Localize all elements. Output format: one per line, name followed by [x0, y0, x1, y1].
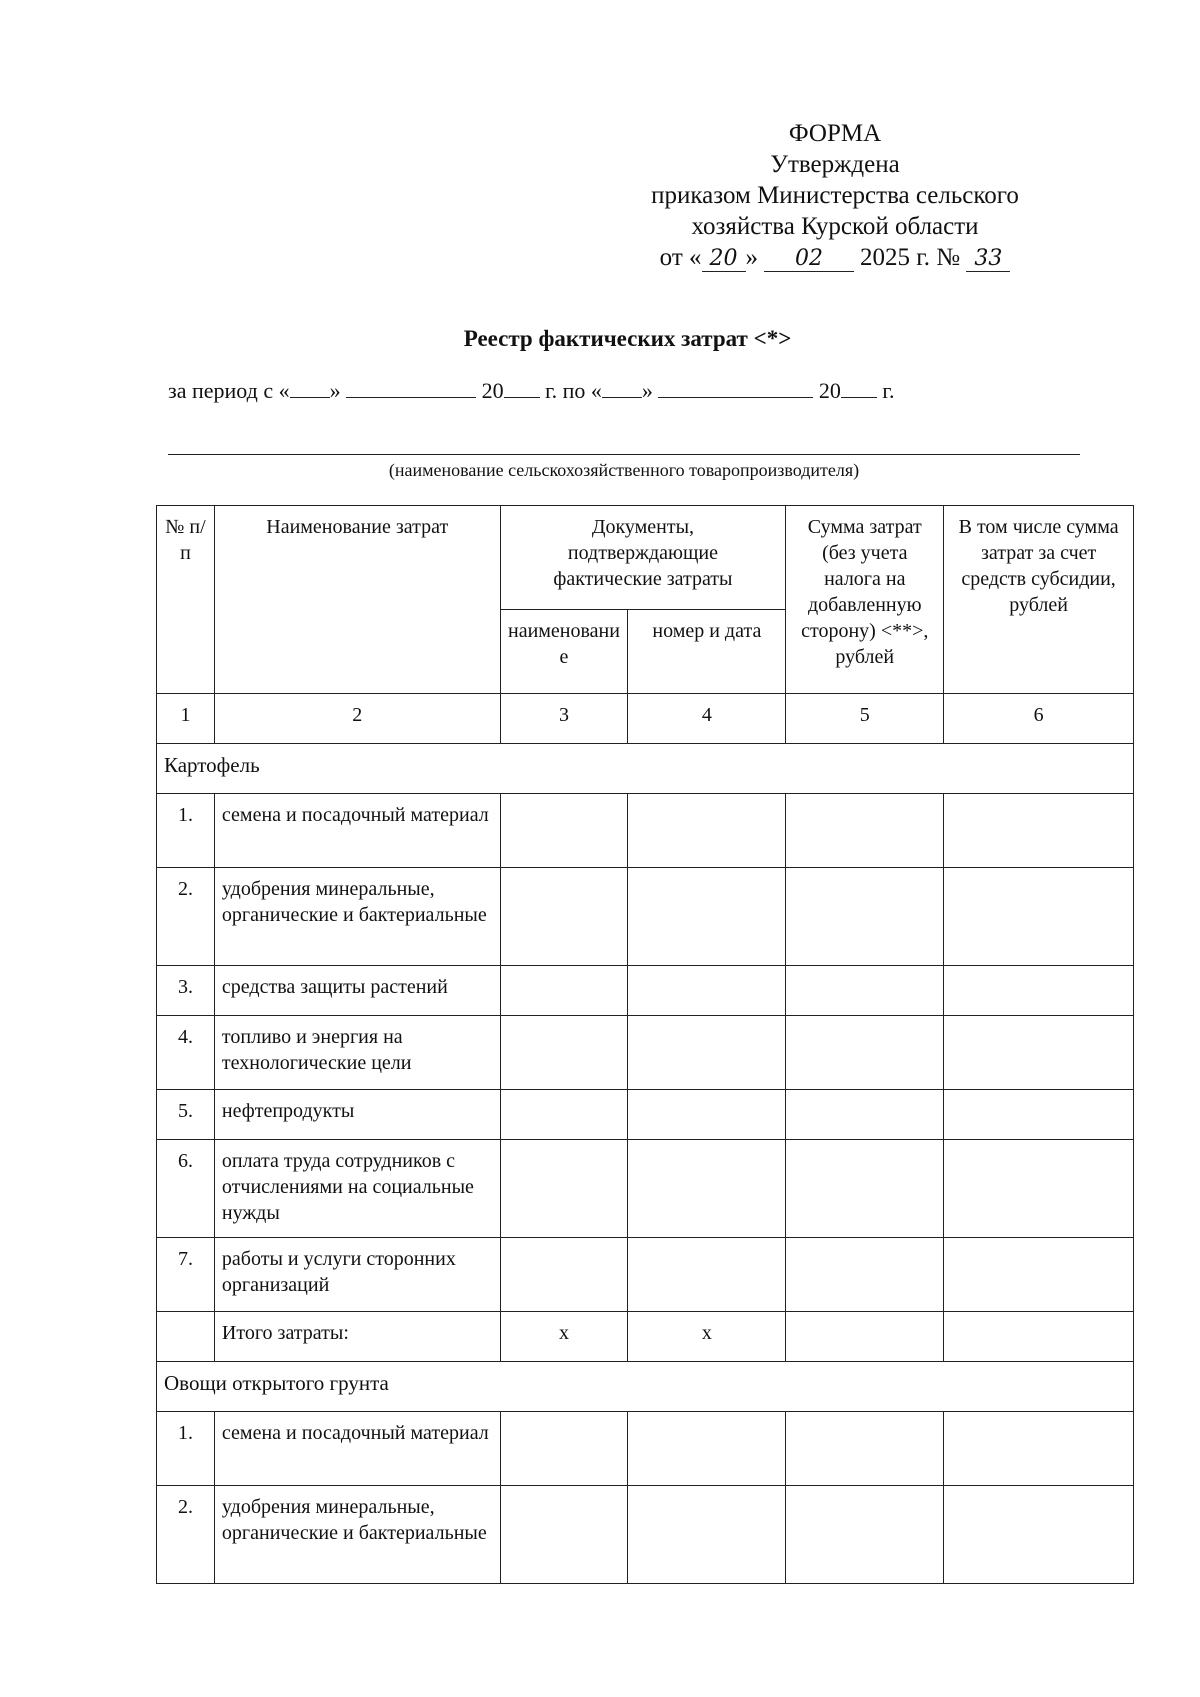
- order-line-1: приказом Министерства сельского: [651, 182, 1019, 209]
- date-prefix: от «: [659, 244, 702, 271]
- subsidy-cell[interactable]: [944, 794, 1134, 868]
- doc-num-date-cell[interactable]: [628, 794, 786, 868]
- table-row: [157, 1016, 1134, 1090]
- row-name: нефтепродукты: [214, 1090, 500, 1140]
- row-name: удобрения минеральные, органические и бактериальные: [214, 868, 500, 966]
- col-number: 3: [500, 694, 628, 744]
- row-name: работы и услуги сторонних организаций: [214, 1238, 500, 1312]
- header-documents: Документы, подтверждающие фактические затраты: [500, 506, 786, 610]
- section-title-potato: Картофель: [157, 744, 1134, 794]
- period-mid: г. по «: [545, 378, 602, 403]
- form-label: ФОРМА: [788, 120, 882, 147]
- row-num: 4.: [157, 1016, 215, 1090]
- producer-caption: (наименование сельскохозяйственного товаропроизводителя): [388, 460, 860, 480]
- total-row: [157, 1312, 1134, 1362]
- sum-cell[interactable]: [786, 1140, 944, 1238]
- sum-cell[interactable]: [786, 1090, 944, 1140]
- period-end: г.: [882, 378, 895, 403]
- doc-num-date-cell[interactable]: [628, 868, 786, 966]
- table-row: [157, 1090, 1134, 1140]
- subsidy-cell[interactable]: [944, 1486, 1134, 1584]
- header-name: Наименование затрат: [214, 506, 500, 694]
- approved-label: Утверждена: [770, 151, 900, 178]
- total-sum-cell[interactable]: [786, 1312, 944, 1362]
- row-name: удобрения минеральные, органические и бактериальные: [214, 1486, 500, 1584]
- row-num: 6.: [157, 1140, 215, 1238]
- year-to-blank: [841, 379, 877, 398]
- approval-header: [600, 118, 1070, 273]
- period-line: [168, 378, 894, 404]
- total-doc-num-date: х: [628, 1312, 786, 1362]
- year-from-blank: [504, 379, 540, 398]
- document-title: Реестр фактических затрат <*>: [463, 326, 792, 351]
- col-number: 6: [944, 694, 1134, 744]
- order-line-2: хозяйства Курской области: [691, 213, 979, 240]
- section-title-vegetables: Овощи открытого грунта: [157, 1362, 1134, 1412]
- cost-register-table: [156, 505, 1134, 1584]
- total-doc-name: х: [500, 1312, 628, 1362]
- table-row: [157, 1412, 1134, 1486]
- subsidy-cell[interactable]: [944, 1412, 1134, 1486]
- table-row: [157, 966, 1134, 1016]
- table-row: [157, 794, 1134, 868]
- doc-name-cell[interactable]: [500, 868, 628, 966]
- row-name: семена и посадочный материал: [214, 794, 500, 868]
- doc-name-cell[interactable]: [500, 1090, 628, 1140]
- row-num: 1.: [157, 1412, 215, 1486]
- row-num: 2.: [157, 868, 215, 966]
- period-quote-1: »: [329, 378, 341, 403]
- doc-num-date-cell[interactable]: [628, 1238, 786, 1312]
- date-year-number-label: 2025 г. №: [860, 244, 961, 271]
- subsidy-cell[interactable]: [944, 1140, 1134, 1238]
- row-name: оплата труда сотрудников с отчислениями на социальные нужды: [214, 1140, 500, 1238]
- row-num: 7.: [157, 1238, 215, 1312]
- header-doc-num-date: номер и дата: [628, 610, 786, 694]
- sum-cell[interactable]: [786, 1412, 944, 1486]
- doc-num-date-cell[interactable]: [628, 966, 786, 1016]
- row-name: средства защиты растений: [214, 966, 500, 1016]
- doc-name-cell[interactable]: [500, 1238, 628, 1312]
- header-sum: Сумма затрат (без учета налога на добавленную сторону) <**>, рублей: [786, 506, 944, 694]
- col-number: 1: [157, 694, 215, 744]
- doc-name-cell[interactable]: [500, 1140, 628, 1238]
- sum-cell[interactable]: [786, 868, 944, 966]
- sum-cell[interactable]: [786, 794, 944, 868]
- day-to-blank: [602, 379, 642, 398]
- subsidy-cell[interactable]: [944, 1016, 1134, 1090]
- section-row: [157, 1362, 1134, 1412]
- subsidy-cell[interactable]: [944, 1238, 1134, 1312]
- sum-cell[interactable]: [786, 966, 944, 1016]
- row-name: топливо и энергия на технологические цели: [214, 1016, 500, 1090]
- table-row: [157, 1238, 1134, 1312]
- row-num: 5.: [157, 1090, 215, 1140]
- doc-name-cell[interactable]: [500, 1412, 628, 1486]
- period-quote-2: »: [641, 378, 653, 403]
- header-num: № п/п: [157, 506, 215, 694]
- col-number: 4: [628, 694, 786, 744]
- producer-name-line: [168, 454, 1080, 455]
- subsidy-cell[interactable]: [944, 868, 1134, 966]
- subsidy-cell[interactable]: [944, 1090, 1134, 1140]
- doc-name-cell[interactable]: [500, 1016, 628, 1090]
- month-to-blank: [658, 379, 813, 398]
- document-number: 33: [966, 247, 1010, 272]
- table-row: [157, 868, 1134, 966]
- total-subsidy-cell[interactable]: [944, 1312, 1134, 1362]
- table-row: [157, 1140, 1134, 1238]
- total-num-cell: [157, 1312, 215, 1362]
- section-row: [157, 744, 1134, 794]
- doc-num-date-cell[interactable]: [628, 1090, 786, 1140]
- date-quote-close: »: [745, 244, 759, 271]
- day-from-blank: [290, 379, 330, 398]
- month-from-blank: [346, 379, 476, 398]
- table-row: [157, 1486, 1134, 1584]
- date-day: 20: [702, 247, 746, 272]
- col-number: 5: [786, 694, 944, 744]
- row-num: 2.: [157, 1486, 215, 1584]
- sum-cell[interactable]: [786, 1238, 944, 1312]
- row-num: 1.: [157, 794, 215, 868]
- doc-num-date-cell[interactable]: [628, 1140, 786, 1238]
- header-doc-name: наименование: [500, 610, 628, 694]
- header-subsidy: В том числе сумма затрат за счет средств субсидии, рублей: [944, 506, 1134, 694]
- doc-num-date-cell[interactable]: [628, 1016, 786, 1090]
- subsidy-cell[interactable]: [944, 966, 1134, 1016]
- row-name: семена и посадочный материал: [214, 1412, 500, 1486]
- row-num: 3.: [157, 966, 215, 1016]
- total-label: Итого затраты:: [214, 1312, 500, 1362]
- period-from-prefix: за период с «: [168, 378, 290, 403]
- doc-num-date-cell[interactable]: [628, 1412, 786, 1486]
- approval-date-line: [600, 242, 1070, 273]
- doc-name-cell[interactable]: [500, 966, 628, 1016]
- column-numbers-row: [157, 694, 1134, 744]
- doc-name-cell[interactable]: [500, 1486, 628, 1584]
- period-year-2: 20: [818, 378, 841, 403]
- doc-num-date-cell[interactable]: [628, 1486, 786, 1584]
- sum-cell[interactable]: [786, 1016, 944, 1090]
- sum-cell[interactable]: [786, 1486, 944, 1584]
- col-number: 2: [214, 694, 500, 744]
- period-year-1: 20: [481, 378, 504, 403]
- doc-name-cell[interactable]: [500, 794, 628, 868]
- date-month: 02: [764, 247, 854, 272]
